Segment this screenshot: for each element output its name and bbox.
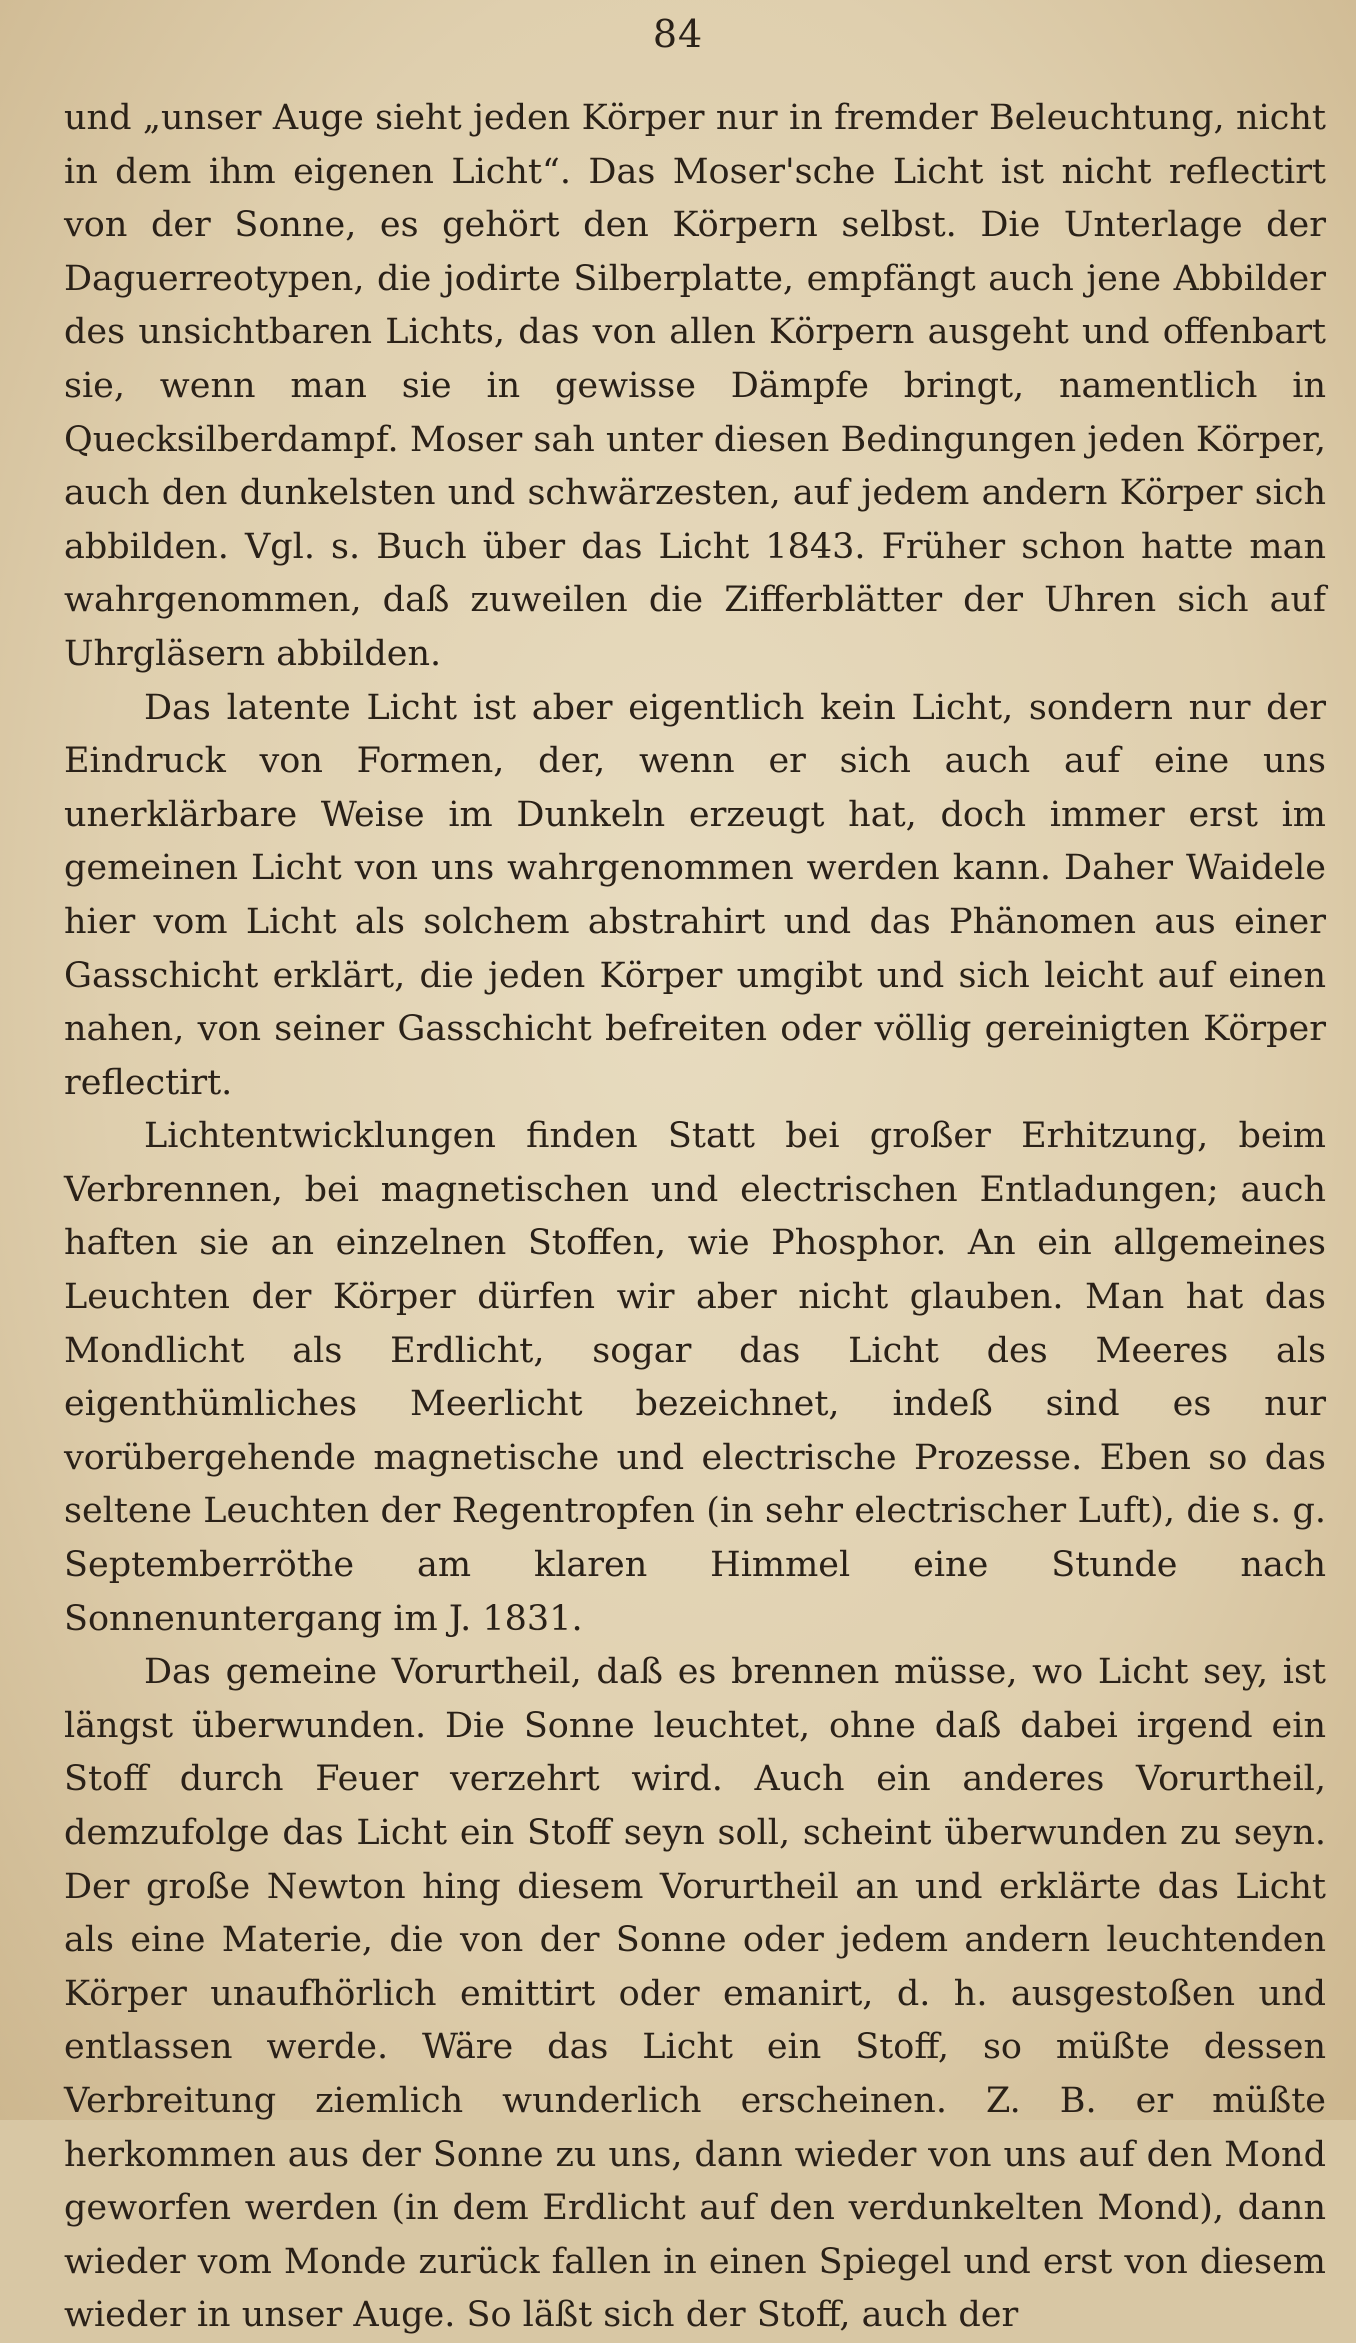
body-text: [64, 92, 1326, 2343]
paragraph-1: und „unser Auge sieht jeden Körper nur in fremder Beleuchtung, nicht in dem ihm eigenen Licht“. Das Moser'sche Licht ist nicht reflectirt von der Sonne, es gehört den Körpern selbst. Die Unterlage der Daguerreotypen, die jodirte Silberplatte, empfängt auch jene Abbilder des unsichtbaren Lichts, das von allen Körpern ausgeht und offenbart sie, wenn man sie in gewisse Dämpfe bringt, namentlich in Quecksilberdampf. Moser sah unter diesen Bedingungen jeden Körper, auch den dunkelsten und schwärzesten, auf jedem andern Körper sich abbilden. Vgl. s. Buch über das Licht 1843. Früher schon hatte man wahrgenommen, daß zuweilen die Zifferblätter der Uhren sich auf Uhrgläsern abbilden.: [64, 98, 1326, 674]
paragraph-4: Das gemeine Vorurtheil, daß es brennen müsse, wo Licht sey, ist längst überwunden. Die Sonne leuchtet, ohne daß dabei irgend ein Stoff durch Feuer verzehrt wird. Auch ein anderes Vorurtheil, demzufolge das Licht ein Stoff seyn soll, scheint überwunden zu seyn. Der große Newton hing diesem Vorurtheil an und erklärte das Licht als eine Materie, die von der Sonne oder jedem andern leuchtenden Körper unaufhörlich emittirt oder emanirt, d. h. ausgestoßen und entlassen werde. Wäre das Licht ein Stoff, so müßte dessen Verbreitung ziemlich wunderlich erscheinen. Z. B. er müßte herkommen aus der Sonne zu uns, dann wieder von uns auf den Mond geworfen werden (in dem Erdlicht auf den verdunkelten Mond), dann wieder vom Monde zurück fallen in einen Spiegel und erst von diesem wieder in unser Auge. So läßt sich der Stoff, auch der: [64, 1652, 1326, 2336]
paragraph-3: Lichtentwicklungen finden Statt bei großer Erhitzung, beim Verbrennen, bei magnetischen und electrischen Entladungen; auch haften sie an einzelnen Stoffen, wie Phosphor. An ein allgemeines Leuchten der Körper dürfen wir aber nicht glauben. Man hat das Mondlicht als Erdlicht, sogar das Licht des Meeres als eigenthümliches Meerlicht bezeichnet, indeß sind es nur vorübergehende magnetische und electrische Prozesse. Eben so das seltene Leuchten der Regentropfen (in sehr electrischer Luft), die s. g. Septemberröthe am klaren Himmel eine Stunde nach Sonnenuntergang im J. 1831.: [64, 1116, 1326, 1639]
page-number: 84: [652, 12, 704, 56]
paragraph-2: Das latente Licht ist aber eigentlich kein Licht, sondern nur der Eindruck von Formen, der, wenn er sich auch auf eine uns unerklärbare Weise im Dunkeln erzeugt hat, doch immer erst im gemeinen Licht von uns wahrgenommen werden kann. Daher Waidele hier vom Licht als solchem abstrahirt und das Phänomen aus einer Gasschicht erklärt, die jeden Körper umgibt und sich leicht auf einen nahen, von seiner Gasschicht befreiten oder völlig gereinigten Körper reflectirt.: [64, 687, 1326, 1103]
